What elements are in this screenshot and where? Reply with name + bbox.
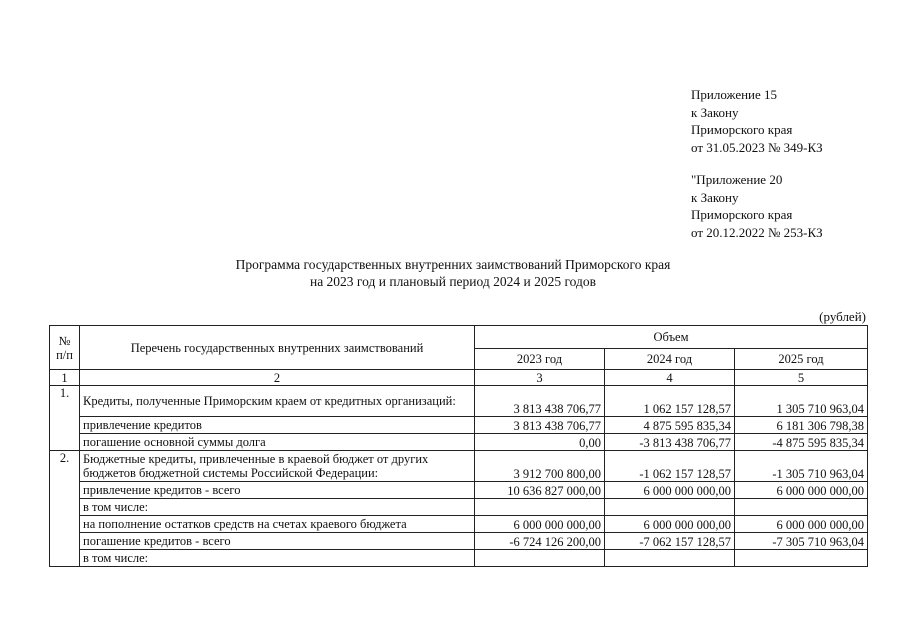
- value-2024: 6 000 000 000,00: [605, 516, 735, 533]
- document-title: [0, 256, 906, 290]
- value-2024: 1 062 157 128,57: [605, 386, 735, 417]
- row-name: привлечение кредитов: [80, 417, 475, 434]
- value-2023: 6 000 000 000,00: [475, 516, 605, 533]
- value-2024: 4 875 595 835,34: [605, 417, 735, 434]
- table-row: [50, 417, 868, 434]
- borrowings-table: [49, 325, 868, 567]
- value-2024: -1 062 157 128,57: [605, 451, 735, 482]
- index-cell: 5: [735, 370, 868, 386]
- row-name: в том числе:: [80, 499, 475, 516]
- value-2024: 6 000 000 000,00: [605, 482, 735, 499]
- value-2025: -4 875 595 835,34: [735, 434, 868, 451]
- table-header-row: [50, 326, 868, 349]
- value-2025: [735, 550, 868, 567]
- value-2025: 6 000 000 000,00: [735, 516, 868, 533]
- header-name: Перечень государственных внутренних заимствований: [80, 326, 475, 370]
- row-name: погашение основной суммы долга: [80, 434, 475, 451]
- value-2024: [605, 550, 735, 567]
- value-2025: -1 305 710 963,04: [735, 451, 868, 482]
- appendix-header: [691, 86, 823, 156]
- table-row: [50, 482, 868, 499]
- value-2023: [475, 499, 605, 516]
- header-2023: 2023 год: [475, 349, 605, 370]
- amended-appendix-header: [691, 171, 823, 241]
- table-row: [50, 451, 868, 482]
- amended-appendix-date: от 20.12.2022 № 253-КЗ: [691, 224, 823, 240]
- value-2023: 3 813 438 706,77: [475, 417, 605, 434]
- row-name: привлечение кредитов - всего: [80, 482, 475, 499]
- table-row: [50, 499, 868, 516]
- value-2023: 10 636 827 000,00: [475, 482, 605, 499]
- header-num: № п/п: [50, 326, 80, 370]
- table-row: [50, 434, 868, 451]
- value-2023: 0,00: [475, 434, 605, 451]
- title-line-2: на 2023 год и плановый период 2024 и 2025 годов: [309, 274, 597, 289]
- row-name: в том числе:: [80, 550, 475, 567]
- header-volume: Объем: [475, 326, 868, 349]
- appendix-law-ref: к Закону: [691, 104, 739, 120]
- row-name: Бюджетные кредиты, привлеченные в краевой бюджет от других бюджетов бюджетной системы Российской Федерации:: [80, 451, 475, 482]
- header-2024: 2024 год: [605, 349, 735, 370]
- index-cell: 4: [605, 370, 735, 386]
- amended-appendix-region: Приморского края: [691, 207, 793, 222]
- table-row: [50, 550, 868, 567]
- value-2024: -7 062 157 128,57: [605, 533, 735, 550]
- appendix-region: Приморского края: [691, 122, 793, 137]
- table-row: [50, 516, 868, 533]
- index-cell: 2: [80, 370, 475, 386]
- row-name: погашение кредитов - всего: [80, 533, 475, 550]
- value-2024: [605, 499, 735, 516]
- index-cell: 1: [50, 370, 80, 386]
- value-2025: 1 305 710 963,04: [735, 386, 868, 417]
- row-number: 1.: [50, 386, 80, 451]
- table-row: [50, 386, 868, 417]
- value-2023: 3 813 438 706,77: [475, 386, 605, 417]
- row-name: Кредиты, полученные Приморским краем от кредитных организаций:: [80, 386, 475, 417]
- value-2023: [475, 550, 605, 567]
- appendix-number: Приложение 15: [691, 87, 778, 102]
- header-2025: 2025 год: [735, 349, 868, 370]
- value-2025: [735, 499, 868, 516]
- value-2025: 6 000 000 000,00: [735, 482, 868, 499]
- row-number: 2.: [50, 451, 80, 567]
- value-2024: -3 813 438 706,77: [605, 434, 735, 451]
- units-label: (рублей): [819, 309, 866, 324]
- row-name: на пополнение остатков средств на счетах краевого бюджета: [80, 516, 475, 533]
- appendix-date: от 31.05.2023 № 349-КЗ: [691, 139, 823, 155]
- title-line-1: Программа государственных внутренних заимствований Приморского края: [235, 257, 671, 272]
- amended-appendix-number: "Приложение 20: [691, 172, 783, 187]
- amended-appendix-law-ref: к Закону: [691, 189, 739, 205]
- value-2023: 3 912 700 800,00: [475, 451, 605, 482]
- column-index-row: [50, 370, 868, 386]
- index-cell: 3: [475, 370, 605, 386]
- table-row: [50, 533, 868, 550]
- value-2025: 6 181 306 798,38: [735, 417, 868, 434]
- value-2025: -7 305 710 963,04: [735, 533, 868, 550]
- value-2023: -6 724 126 200,00: [475, 533, 605, 550]
